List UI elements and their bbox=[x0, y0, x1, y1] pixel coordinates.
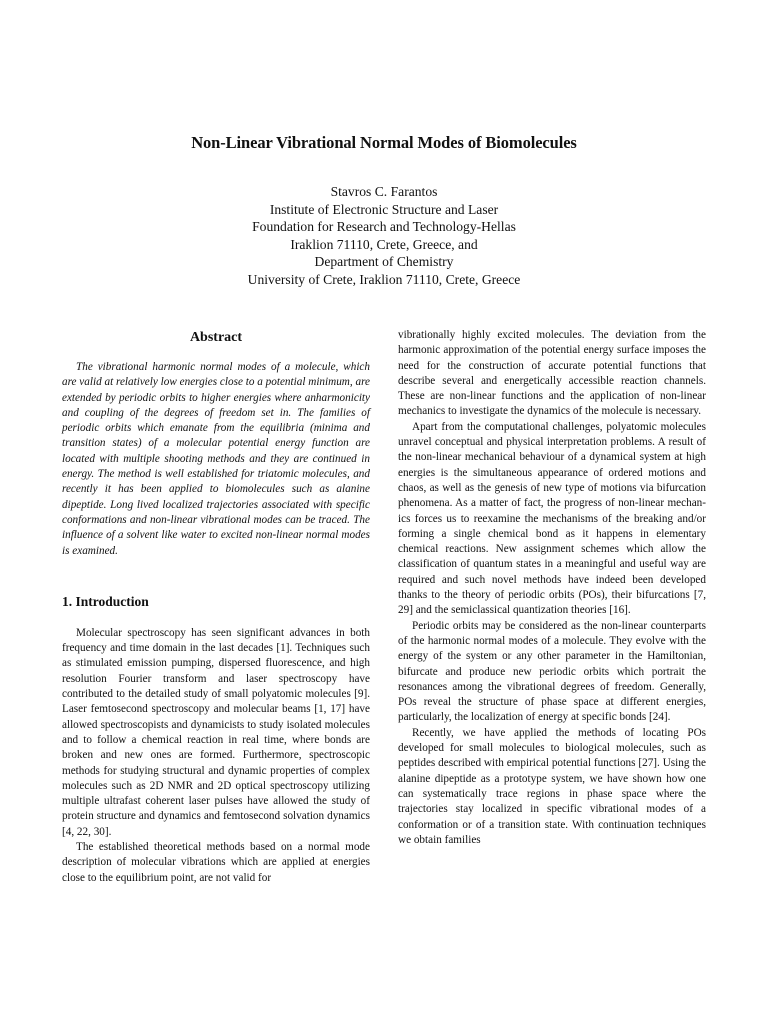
right-column bbox=[398, 328, 706, 848]
section-heading-introduction: 1. Introduction bbox=[62, 593, 149, 609]
body-paragraph: Apart from the computational challenges, polyatomic molecules unravel conceptual and physical interpretation problems. A result of the non-linear mechanical behaviour of a dynamical system at high energies is the simultaneous appearance of ordered motions and chaos, as well as the genesis of new type of motions via bifurcation phenomena. As a matter of fact, the progress of non-linear mechanics forces us to reexamine the mechanisms of the breaking and/or forming a single chemical bond as it happens in elementary chemical reactions. New assignment schemes which allow the classification of quantum states in a meaningful and useful way are required and such novel methods have indeed been developed thanks to the theory of periodic orbits (POs), their bifurcations [7, 29] and the semiclassical quantization theories [16]. bbox=[398, 420, 706, 617]
intro-paragraph: Molecular spectroscopy has seen significant advances in both frequency and time domain in the last decades [1]. Techniques such as stimulated emission pumping, dispersed fluorescence, and high resolution Fourier transform and laser spectroscopy have contributed to the detailed study of small polyatomic molecules [9]. Laser femtosecond spectroscopy and molecular beams [1, 17] have allowed spectroscopists and dynamicists to study isolated molecules and to follow a chemical reaction in real time, where bonds are broken and new ones are formed. Furthermore, spectroscopic methods for studying structural and dynamic properties of complex molecules such as 2D NMR and 2D optical spectroscopy utilizing multiple ultrafast coherent laser pulses have allowed the study of protein structure and dynamics and femtosecond solvation dynamics [4, 22, 30]. bbox=[62, 626, 370, 838]
paper-title: Non-Linear Vibrational Normal Modes of Biomolecules bbox=[191, 133, 577, 152]
affiliation-line: University of Crete, Iraklion 71110, Crete, Greece bbox=[247, 271, 521, 287]
affiliation-line: Institute of Electronic Structure and Laser bbox=[269, 201, 499, 217]
abstract-heading: Abstract bbox=[189, 330, 243, 345]
affiliation-line: Foundation for Research and Technology-Hellas bbox=[252, 219, 516, 234]
left-column bbox=[62, 328, 370, 886]
author-block bbox=[0, 183, 768, 288]
body-paragraph: vibrationally highly excited molecules. The deviation from the harmonic approximation of the potential energy surface imposes the need for the construction of accurate potential functions that describe several and energetically accessible reaction channels. These are non-linear functions and the application of non-linear mechanics to investigate the dynamics of the molecule is necessary. bbox=[398, 329, 706, 418]
author-name: Stavros C. Farantos bbox=[330, 184, 438, 199]
abstract-text: The vibrational harmonic normal modes of a molecule, which are valid at relatively low energies close to a potential minimum, are extended by periodic orbits to higher energies where anharmonicity and coupling of the degrees of freedom set in. The families of periodic orbits which emanate from the equilibria (minima and transition states) of a molecular potential energy function are located with multiple shooting methods and they are continued in energy. The method is well established for triatomic molecules, and recently it has been applied to biomolecules such as alanine dipeptide. Long lived localized trajectories associated with specific conformations and non-linear vibrational modes can be traced. The influence of a solvent like water to excited non-linear normal modes is examined. bbox=[62, 361, 370, 557]
intro-paragraph: The established theoretical methods based on a normal mode description of molecular vibrations which are applied at energies close to the equilibrium point, are not valid for bbox=[62, 841, 370, 884]
body-paragraph: Periodic orbits may be considered as the non-linear counterparts of the harmonic normal modes of a molecule. They evolve with the energy of the system or any other parameter in the Hamiltonian, bifurcate and produce new periodic orbits which portrait the resonances among the vibrational degrees of freedom. Generally, POs reveal the structure of phase space at different energies, particularly, the localization of energy at specific bonds [24]. bbox=[398, 619, 706, 724]
body-paragraph: Recently, we have applied the methods of locating POs developed for small molecules to biological molecules, such as peptides described with empirical potential functions [27]. Using the alanine dipeptide as a prototype system, we have shown how one can systematically trace regions in phase space where the trajectories stay localized in specific vibrational modes of a conformation or of a transition state. With continuation techniques we obtain families bbox=[398, 726, 706, 846]
affiliation-line: Department of Chemistry bbox=[314, 254, 454, 269]
affiliation-line: Iraklion 71110, Crete, Greece, and bbox=[290, 236, 478, 252]
